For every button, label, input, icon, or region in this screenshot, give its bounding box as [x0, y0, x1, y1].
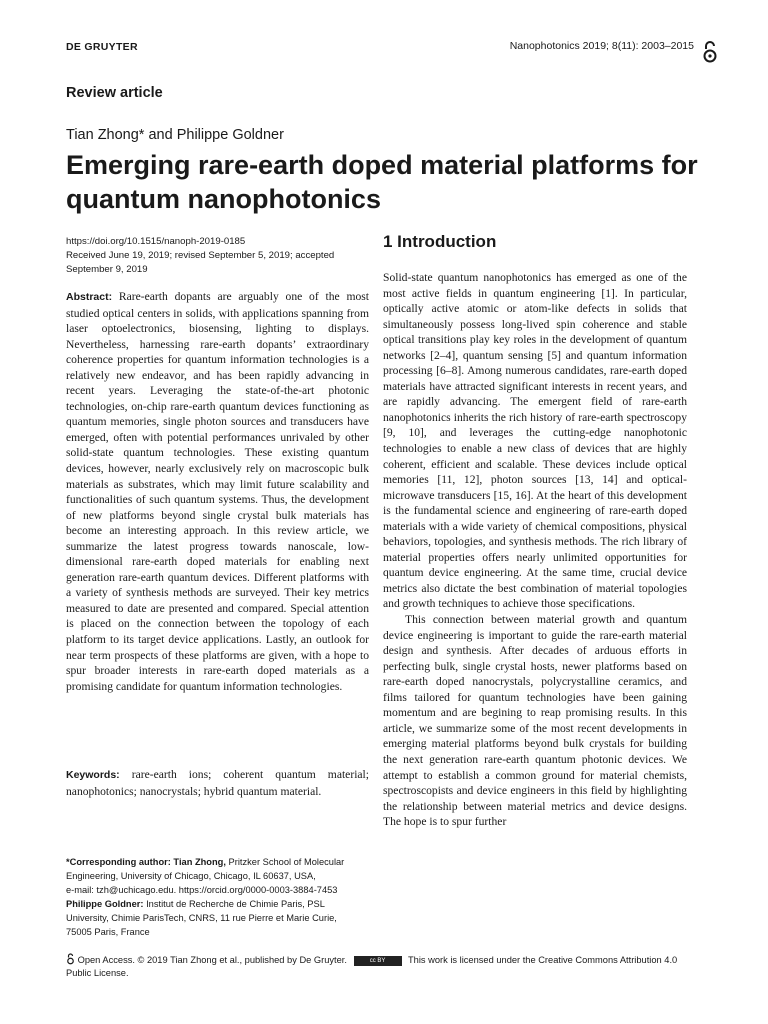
license-text: This work is licensed under the Creative Commons Attribution 4.0 — [408, 955, 678, 965]
author-list: Tian Zhong* and Philippe Goldner — [66, 127, 284, 143]
open-access-icon — [702, 40, 718, 64]
abstract-label: Abstract: — [66, 291, 113, 303]
corresponding-affiliation: Pritzker School of Molecular — [228, 857, 345, 867]
corresponding-author-label: *Corresponding author: Tian Zhong, — [66, 857, 226, 867]
second-address-line: University, Chimie ParisTech, CNRS, 11 rue Pierre et Marie Curie, — [66, 913, 337, 923]
paragraph: This connection between material growth and quantum device engineering is important to guide the rare-earth material design and synthesis. After decades of arduous efforts in perfecting bulk, single crystal hosts, newer platforms based on rare-earth doped nanocrystals, polycrystalline ceramics, and films tailored for quantum technologies have been gaining momentum and are begining to reap promising results. In this article, we summarize some of the most recent developments in emerging material platforms beyond bulk crystals for building the next generation rare-earth quantum photonic devices. We attempt to establish a common ground for material chemists, spectroscopists and device engineers in this field by highlighting the relationship between material metrics and device designs. The hope is to spur further — [383, 613, 687, 829]
received-dates: Received June 19, 2019; revised September 5, 2019; accepted — [66, 250, 335, 261]
author-footnote — [66, 855, 376, 939]
corresponding-contact[interactable]: e-mail: tzh@uchicago.edu. https://orcid.org/0000-0003-3884-7453 — [66, 885, 338, 895]
doi-link[interactable]: https://doi.org/10.1515/nanoph-2019-0185 — [66, 236, 246, 247]
abstract — [66, 289, 369, 694]
abstract-text: Rare-earth dopants are arguably one of the most studied optical centers in solids, with applications spanning from laser optoelectronics, biosensing, lighting to displays. Nevertheless, harnessing rare-earth dopants’ extraordinary coherence properties for quantum information technologies is a relatively new endeavor, and has been rapidly advancing in recent years. Leveraging the state-of-the-art photonic technologies, on-chip rare-earth quantum devices functioning as quantum memories, single photon sources and transducers have emerged, often with potential performances unrivaled by other solid-state quantum technologies. These existing quantum devices, however, nearly exclusively rely on macroscopic bulk materials as substrates, which may limit future scalability and functionalities of such quantum systems. Thus, the development of new platforms beyond single crystal bulk materials has become an interesting approach. In this review article, we summarize the latest progress towards nanoscale, low-dimensional rare-earth doped materials for enabling next generation rare-earth quantum devices. Different platforms with a variety of synthesis methods are surveyed. Their key metrics measured to date are presented and compared. Special attention is placed on the connection between the topology of each platform to its target device applications. Lastly, an outlook for near term prospects of these platforms are given, with a hope to spur broader interests in rare-earth doped materials as a promising candidate for quantum information technologies. — [66, 290, 369, 693]
second-affiliation: Institut de Recherche de Chimie Paris, PSL — [146, 899, 325, 909]
accepted-date: September 9, 2019 — [66, 264, 148, 275]
paper-title: Emerging rare-earth doped material platforms for quantum nanophotonics — [66, 150, 698, 214]
keywords-label: Keywords: — [66, 769, 120, 781]
second-address-city: 75005 Paris, France — [66, 927, 150, 937]
keywords — [66, 767, 369, 799]
section-heading: 1 Introduction — [383, 232, 497, 251]
open-access-icon — [66, 953, 75, 965]
cc-by-license-icon[interactable]: cc BY — [354, 956, 402, 966]
open-access-text: Open Access. © 2019 Tian Zhong et al., published by De Gruyter. — [77, 955, 347, 965]
corresponding-address: Engineering, University of Chicago, Chicago, IL 60637, USA, — [66, 871, 316, 881]
license-text-end: Public License. — [66, 968, 129, 978]
second-author-label: Philippe Goldner: — [66, 899, 144, 909]
keywords-text: rare-earth ions; coherent quantum material; nanophotonics; nanocrystals; hybrid quantum material. — [66, 768, 369, 798]
article-metadata — [66, 235, 371, 277]
journal-citation: Nanophotonics 2019; 8(11): 2003–2015 — [509, 40, 694, 52]
paragraph: Solid-state quantum nanophotonics has emerged as one of the most active fields in quantum engineering [1]. In particular, optically active atomic or atom-like defects in solids that simultaneously possess long-lived spin coherence and stable optical transitions play key roles in the development of quantum networks [2–4], quantum sensing [5] and quantum information processing [6–8]. Among numerous candidates, rare-earth doped materials have attracted significant interests in recent years, and are rapidly advancing. The emergent field of rare-earth nanophotonics inherits the rich history of rare-earth spectroscopy [9, 10], and leverages the cutting-edge nanophotonic technologies to enable a new class of devices that are highly coherent, efficient and scalable. These devices include optical memories [11, 12], photon sources [13, 14] and optical-microwave transducers [15, 16]. At the heart of this development is the fundamental science and engineering of rare-earth doped materials with a wide variety of chemical compositions, physical behaviors, topologies, and synthesis methods. The rich library of material properties offers nearly unlimited opportunities for quantum device engineering. At the same time, crucial device metrics also dictate the best combination of material topologies and growth techniques to achieve those specifications. — [383, 271, 687, 611]
publisher-name: DE GRUYTER — [66, 41, 138, 53]
article-type: Review article — [66, 85, 163, 101]
license-notice — [66, 953, 706, 980]
introduction-body — [383, 270, 687, 830]
